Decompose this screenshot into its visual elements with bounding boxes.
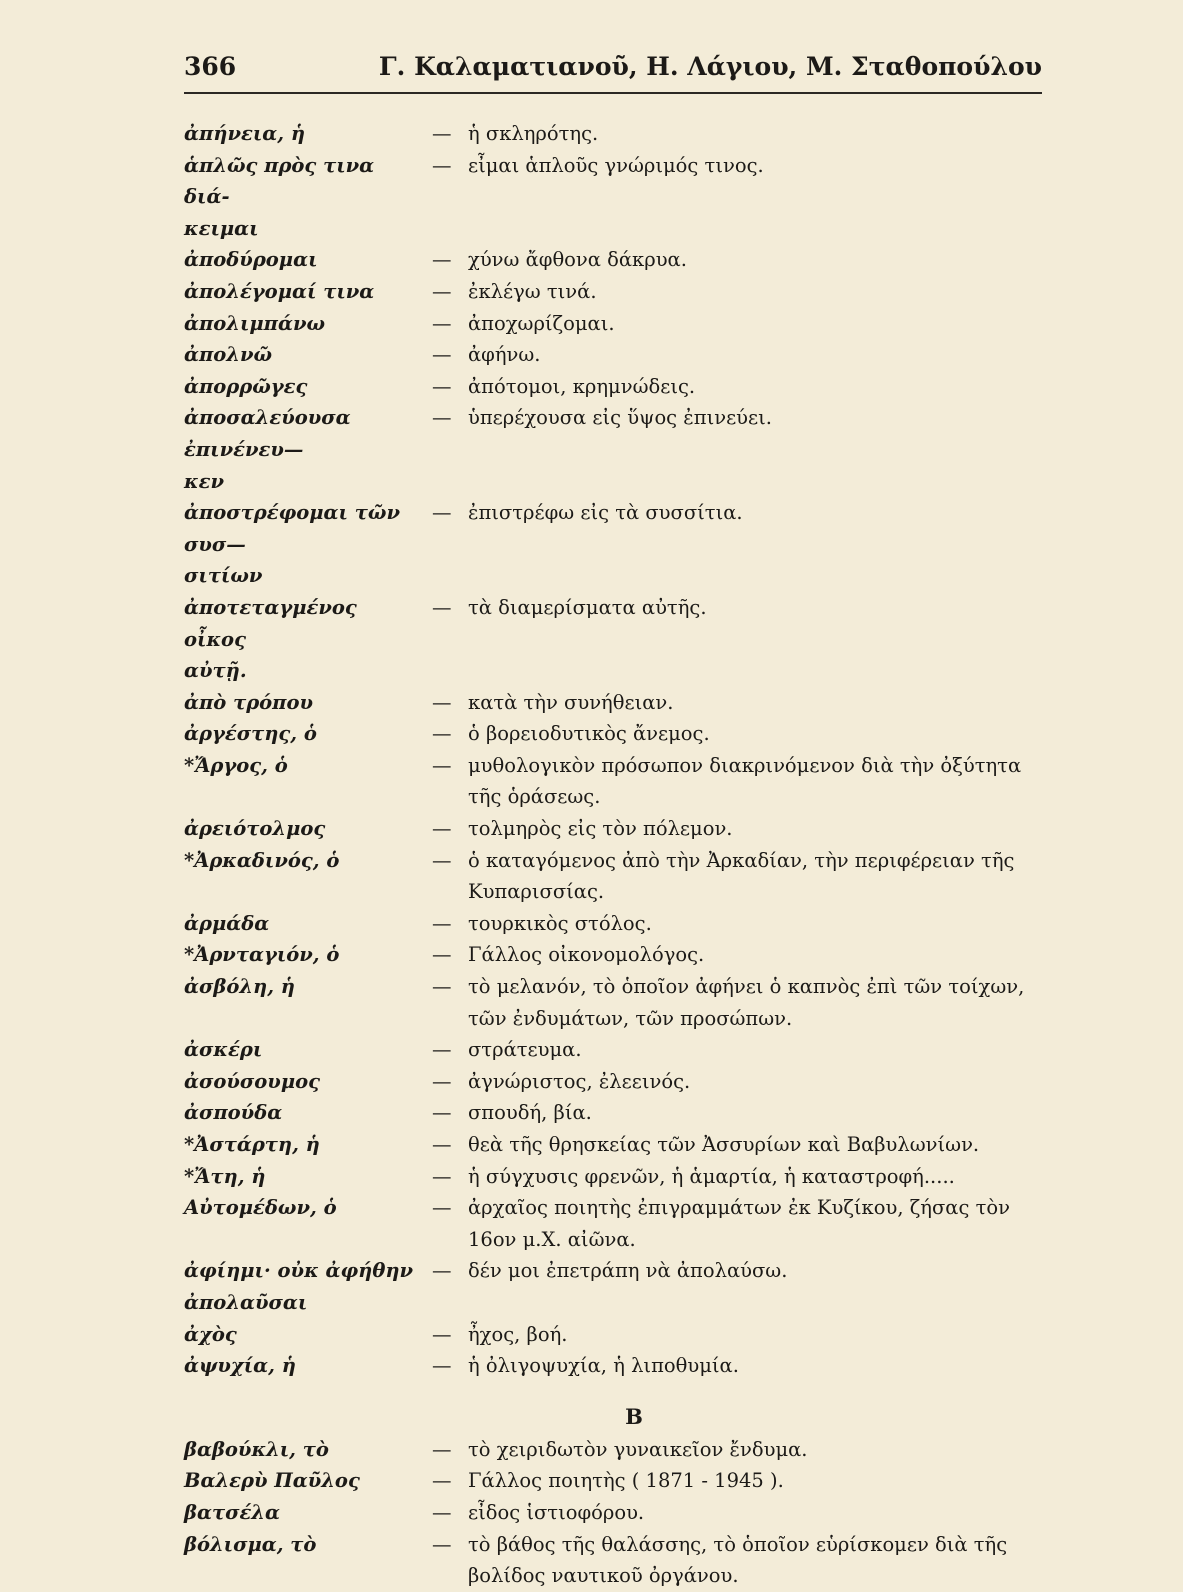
entry-dash: —	[432, 690, 452, 714]
glossary-entry	[184, 845, 1044, 908]
entry-definition: ἡ σύγχυσις φρενῶν, ἡ ἁμαρτία, ἡ καταστροφή.....	[468, 1164, 955, 1188]
entry-term: ἀρμάδα	[184, 911, 270, 935]
glossary-entry	[184, 1192, 1044, 1255]
entry-definition: ἀποχωρίζομαι.	[468, 311, 615, 335]
glossary-entry	[184, 1529, 1044, 1592]
glossary-list	[184, 118, 1044, 1592]
entry-term: ἀφίημι· οὐκ ἀφήθην ἀπολαῦσαι	[184, 1259, 414, 1314]
entry-dash: —	[432, 1164, 452, 1188]
entry-dash: —	[432, 406, 452, 430]
entry-definition: ἀφήνω.	[468, 343, 541, 367]
glossary-entry	[184, 908, 1044, 940]
entry-term: ἀποστρέφομαι τῶν συσ— σιτίων	[184, 501, 400, 588]
entry-definition: Γάλλος ποιητὴς ( 1871 - 1945 ).	[468, 1469, 784, 1493]
glossary-entry	[184, 276, 1044, 308]
entry-term: ἀπολιμπάνω	[184, 311, 326, 335]
glossary-entry	[184, 718, 1044, 750]
entry-term: ἀσούσουμος	[184, 1069, 320, 1093]
glossary-entry	[184, 592, 1044, 687]
header-rule	[184, 92, 1042, 94]
entry-dash: —	[432, 722, 452, 746]
entry-definition: τὸ βάθος τῆς θαλάσσης, τὸ ὁποῖον εὑρίσκομεν διὰ τῆς βολίδος ναυτικοῦ ὀργάνου.	[468, 1532, 1008, 1588]
entry-dash: —	[432, 1354, 452, 1378]
entry-dash: —	[432, 1259, 452, 1283]
entry-term: ἀσπούδα	[184, 1101, 283, 1125]
entry-dash: —	[432, 1038, 452, 1062]
entry-term: ἀρειότολμος	[184, 817, 326, 841]
entry-term: ἀσβόλη, ἡ	[184, 975, 295, 999]
entry-definition: ἀρχαῖος ποιητὴς ἐπιγραμμάτων ἐκ Κυζίκου, ζήσας τὸν 16ον μ.Χ. αἰῶνα.	[468, 1196, 1010, 1251]
entry-dash: —	[432, 1196, 452, 1220]
glossary-entry	[184, 118, 1044, 150]
entry-definition: στράτευμα.	[468, 1038, 582, 1062]
entry-definition: θεὰ τῆς θρησκείας τῶν Ἀσσυρίων καὶ Βαβυλωνίων.	[468, 1133, 980, 1156]
entry-definition: ἦχος, βοή.	[468, 1322, 568, 1346]
entry-dash: —	[432, 1133, 452, 1156]
entry-dash: —	[432, 817, 452, 841]
glossary-entry	[184, 308, 1044, 340]
entry-dash: —	[432, 1500, 452, 1524]
glossary-entry	[184, 150, 1044, 245]
entry-term: *Ἄργος, ὁ	[184, 753, 288, 777]
entry-term: ἀποδύρομαι	[184, 248, 318, 272]
entry-definition: ἐπιστρέφω εἰς τὰ συσσίτια.	[468, 501, 743, 525]
entry-definition: εἶδος ἱστιοφόρου.	[468, 1500, 645, 1524]
entry-definition: τὰ διαμερίσματα αὐτῆς.	[468, 595, 707, 619]
entry-term: ἀποσαλεύουσα ἐπινένευ— κεν	[184, 406, 351, 493]
entry-definition: εἶμαι ἁπλοῦς γνώριμός τινος.	[468, 153, 764, 177]
entry-dash: —	[432, 1437, 452, 1461]
glossary-entry	[184, 687, 1044, 719]
entry-definition: μυθολογικὸν πρόσωπον διακρινόμενον διὰ τὴν ὀξύτητα τῆς ὁράσεως.	[468, 753, 1022, 809]
glossary-entry	[184, 750, 1044, 813]
entry-term: ἀπὸ τρόπου	[184, 690, 313, 714]
entry-definition: τὸ χειριδωτὸν γυναικεῖον ἔνδυμα.	[468, 1437, 808, 1461]
entry-term: ἀχὸς	[184, 1322, 237, 1346]
entry-dash: —	[432, 248, 452, 272]
entry-dash: —	[432, 343, 452, 367]
entry-dash: —	[432, 1101, 452, 1125]
entry-dash: —	[432, 975, 452, 999]
glossary-entry	[184, 1129, 1044, 1161]
glossary-entry	[184, 371, 1044, 403]
glossary-entry	[184, 1319, 1044, 1351]
entry-dash: —	[432, 848, 452, 872]
entry-term: ἀπορρῶγες	[184, 374, 308, 398]
section-heading-b: Β	[625, 1403, 643, 1429]
entry-term: ἀψυχία, ἡ	[184, 1354, 296, 1378]
entry-dash: —	[432, 943, 452, 967]
glossary-entry	[184, 1097, 1044, 1129]
entry-definition: δέν μοι ἐπετράπη νὰ ἀπολαύσω.	[468, 1259, 788, 1283]
entry-dash: —	[432, 1469, 452, 1493]
entry-definition: ἀπότομοι, κρημνώδεις.	[468, 374, 696, 398]
entry-term: ἀποτεταγμένος οἶκος αὐτῇ.	[184, 595, 357, 683]
entry-dash: —	[432, 1322, 452, 1346]
entry-definition: Γάλλος οἰκονομολόγος.	[468, 943, 705, 967]
entry-term: ἀπολνῶ	[184, 343, 273, 367]
entry-dash: —	[432, 501, 452, 525]
entry-dash: —	[432, 122, 452, 145]
entry-term: ἀσκέρι	[184, 1038, 263, 1062]
entry-term: βαβούκλι, τὸ	[184, 1437, 329, 1461]
glossary-entry	[184, 971, 1044, 1034]
entry-definition: τὸ μελανόν, τὸ ὁποῖον ἀφήνει ὁ καπνὸς ἐπὶ τῶν τοίχων, τῶν ἐνδυμάτων, τῶν προσώπων.	[468, 975, 1025, 1030]
running-head: Γ. Καλαματιανοῦ, Η. Λάγιου, Μ. Σταθοπούλου	[378, 52, 1042, 81]
glossary-entry	[184, 1066, 1044, 1098]
glossary-entry	[184, 1350, 1044, 1382]
entry-definition: χύνω ἄφθονα δάκρυα.	[468, 248, 687, 272]
entry-dash: —	[432, 311, 452, 335]
section-gap	[184, 1382, 1044, 1400]
entry-term: *Ἀρνταγιόν, ὁ	[184, 943, 340, 967]
glossary-entry	[184, 939, 1044, 971]
entry-definition: ἀγνώριστος, ἐλεεινός.	[468, 1069, 691, 1093]
entry-definition: ὑπερέχουσα εἰς ὕψος ἐπινεύει.	[468, 406, 772, 430]
page-header	[184, 52, 1042, 92]
entry-dash: —	[432, 374, 452, 398]
entry-term: Βαλερὺ Παῦλος	[184, 1469, 360, 1493]
glossary-entry	[184, 497, 1044, 592]
glossary-entry	[184, 813, 1044, 845]
entry-term: ἁπλῶς πρὸς τινα διά- κειμαι	[184, 153, 375, 240]
entry-dash: —	[432, 911, 452, 935]
glossary-entry	[184, 1034, 1044, 1066]
entry-definition: κατὰ τὴν συνήθειαν.	[468, 690, 674, 714]
entry-definition: ἡ ὀλιγοψυχία, ἡ λιποθυμία.	[468, 1354, 739, 1378]
glossary-entry	[184, 339, 1044, 371]
entry-term: Αὐτομέδων, ὁ	[184, 1196, 337, 1220]
entry-term: *Ἄτη, ἡ	[184, 1164, 266, 1188]
entry-definition: ὁ βορειοδυτικὸς ἄνεμος.	[468, 722, 710, 746]
entry-term: ἀπήνεια, ἡ	[184, 122, 306, 145]
entry-dash: —	[432, 1069, 452, 1093]
entry-term: *Ἀρκαδινός, ὁ	[184, 848, 340, 872]
entry-dash: —	[432, 753, 452, 777]
entry-definition: τουρκικὸς στόλος.	[468, 911, 652, 935]
entry-dash: —	[432, 279, 452, 303]
entry-term: ἀργέστης, ὁ	[184, 722, 317, 746]
entry-dash: —	[432, 595, 452, 619]
entry-dash: —	[432, 1532, 452, 1556]
glossary-entry	[184, 1465, 1044, 1497]
entry-term: βατσέλα	[184, 1500, 280, 1524]
glossary-entry	[184, 1497, 1044, 1529]
entry-term: βόλισμα, τὸ	[184, 1532, 317, 1556]
glossary-entry	[184, 1434, 1044, 1466]
entry-definition: ὁ καταγόμενος ἀπὸ τὴν Ἀρκαδίαν, τὴν περιφέρειαν τῆς Κυπαρισσίας.	[468, 848, 1015, 904]
page-number: 366	[184, 52, 237, 81]
entry-term: *Ἀστάρτη, ἡ	[184, 1133, 320, 1156]
entry-definition: σπουδή, βία.	[468, 1101, 592, 1125]
entry-dash: —	[432, 153, 452, 177]
entry-definition: τολμηρὸς εἰς τὸν πόλεμον.	[468, 817, 733, 841]
entry-definition: ἐκλέγω τινά.	[468, 279, 597, 303]
glossary-entry	[184, 1255, 1044, 1318]
glossary-entry	[184, 244, 1044, 276]
glossary-entry	[184, 1161, 1044, 1193]
entry-definition: ἡ σκληρότης.	[468, 122, 599, 145]
glossary-entry	[184, 402, 1044, 497]
entry-term: ἀπολέγομαί τινα	[184, 279, 375, 303]
